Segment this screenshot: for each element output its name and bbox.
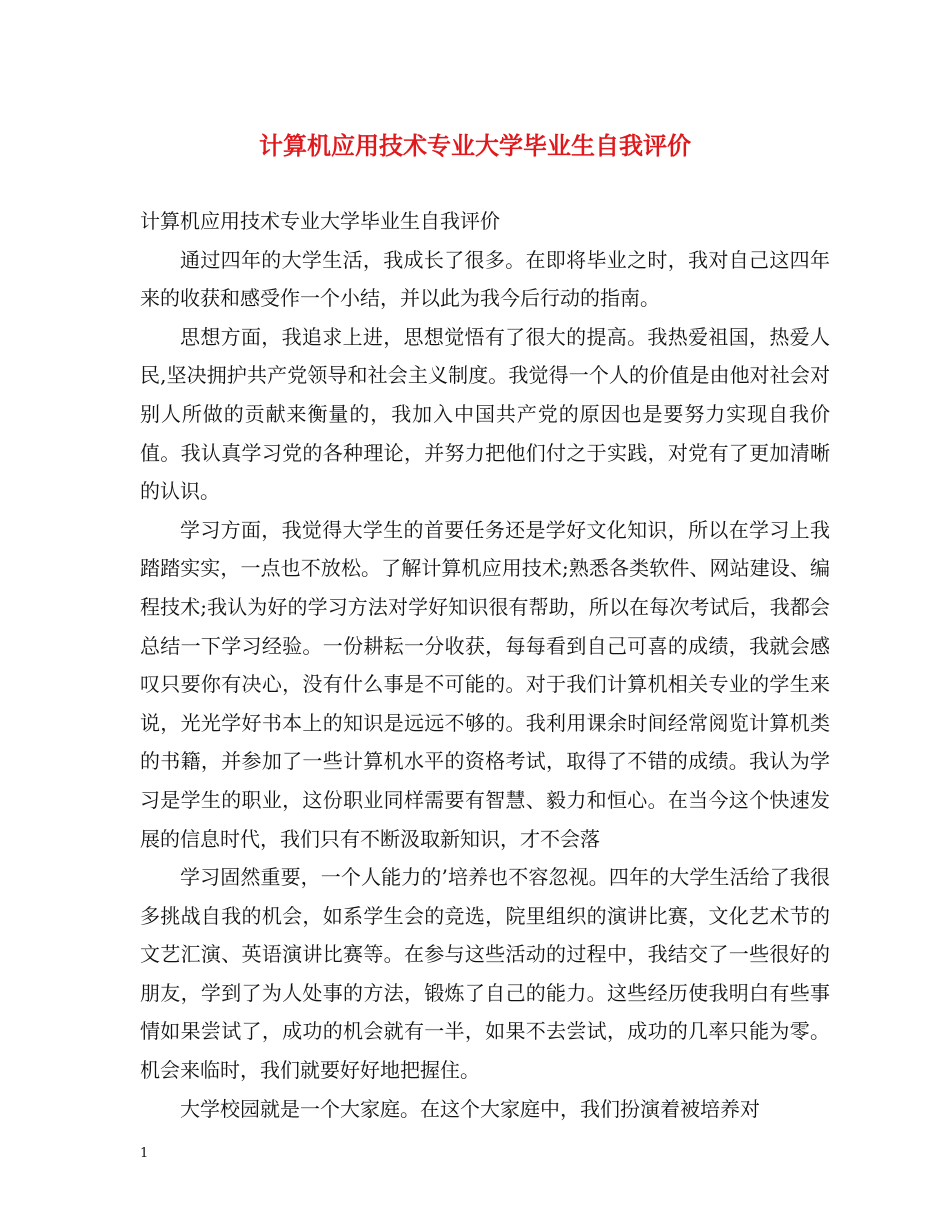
paragraph-campus: 大学校园就是一个大家庭。在这个大家庭中，我们扮演着被培养对 [180, 1096, 760, 1121]
paragraph-ability: 学习固然重要，一个人能力的’培养也不容忽视。四年的大学生活给了我很多挑战自我的机会，如系学生会的竞选，院里组织的演讲比赛，文化艺术节的文艺汇演、英语演讲比赛等。在参与这些活动的过程中，我结交了一些很好的朋友，学到了为人处事的方法，锻炼了自己的能力。这些经历使我明白有些事情如果尝试了，成功的机会就有一半，如果不去尝试，成功的几率只能为零。机会来临时，我们就要好好地把握住。 [140, 865, 830, 1083]
paragraph-intro: 通过四年的大学生活，我成长了很多。在即将毕业之时，我对自己这四年来的收获和感受作一个小结，并以此为我今后行动的指南。 [140, 247, 830, 311]
page-number: 1 [140, 1146, 149, 1161]
document-title: 计算机应用技术专业大学毕业生自我评价 [259, 131, 691, 160]
paragraph-ideology: 思想方面，我追求上进，思想觉悟有了很大的提高。我热爱祖国，热爱人民,坚决拥护共产党领导和社会主义制度。我觉得一个人的价值是由他对社会对别人所做的贡献来衡量的，我加入中国共产党的原因也是要努力实现自我价值。我认真学习党的各种理论，并努力把他们付之于实践，对党有了更加清晰的认识。 [140, 324, 830, 504]
document-subtitle: 计算机应用技术专业大学毕业生自我评价 [140, 209, 500, 233]
paragraph-study: 学习方面，我觉得大学生的首要任务还是学好文化知识，所以在学习上我踏踏实实，一点也不放松。了解计算机应用技术;熟悉各类软件、网站建设、编程技术;我认为好的学习方法对学好知识很有帮助，所以在每次考试后，我都会总结一下学习经验。一份耕耘一分收获，每每看到自己可喜的成绩，我就会感叹只要你有决心，没有什么事是不可能的。对于我们计算机相关专业的学生来说，光光学好书本上的知识是远远不够的。我利用课余时间经常阅览计算机类的书籍，并参加了一些计算机水平的资格考试，取得了不错的成绩。我认为学习是学生的职业，这份职业同样需要有智慧、毅力和恒心。在当今这个快速发展的信息时代，我们只有不断汲取新知识，才不会落 [140, 517, 830, 851]
document-body [140, 202, 830, 1128]
